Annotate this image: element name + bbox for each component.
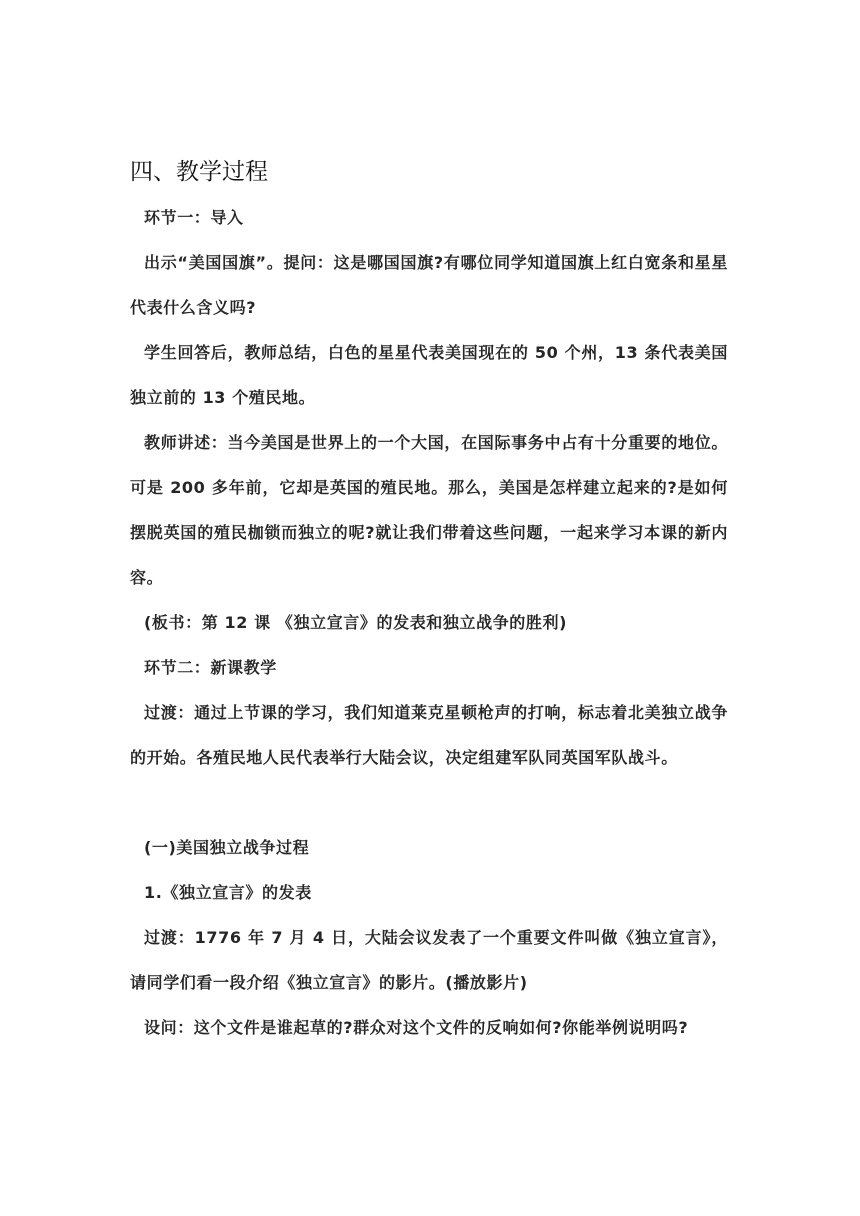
paragraph-link2-title: 环节二：新课教学 bbox=[144, 658, 277, 677]
paragraph-subsection-title: (一)美国独立战争过程 bbox=[144, 838, 310, 857]
paragraph-teacher-summary: 学生回答后，教师总结，白色的星星代表美国现在的 50 个州，13 条代表美国独立前的 13 个殖民地。 bbox=[130, 343, 728, 407]
section-heading: 四、教学过程 bbox=[130, 159, 268, 185]
paragraph-transition-lexington: 过渡：通过上节课的学习，我们知道莱克星顿枪声的打响，标志着北美独立战争的开始。各殖民地人民代表举行大陆会议，决定组建军队同英国军队战斗。 bbox=[130, 703, 728, 767]
paragraph-transition-declaration: 过渡：1776 年 7 月 4 日，大陆会议发表了一个重要文件叫做《独立宣言》，请同学们看一段介绍《独立宣言》的影片。(播放影片) bbox=[130, 928, 728, 992]
paragraph-board-note: (板书：第 12 课 《独立宣言》的发表和独立战争的胜利) bbox=[144, 613, 568, 632]
paragraph-flag-question: 出示“美国国旗”。提问：这是哪国国旗?有哪位同学知道国旗上红白宽条和星星代表什么含义吗? bbox=[130, 253, 728, 317]
paragraph-item-title: 1.《独立宣言》的发表 bbox=[144, 883, 312, 902]
paragraph-question: 设问：这个文件是谁起草的?群众对这个文件的反响如何?你能举例说明吗? bbox=[144, 1018, 689, 1037]
paragraph-teacher-narration: 教师讲述：当今美国是世界上的一个大国，在国际事务中占有十分重要的地位。可是 200 多年前，它却是英国的殖民地。那么，美国是怎样建立起来的?是如何摆脱英国的殖民枷锁而独立的呢?就让我们带着这些问题，一起来学习本课的新内容。 bbox=[130, 433, 728, 587]
paragraph-link1-title: 环节一：导入 bbox=[144, 208, 244, 227]
